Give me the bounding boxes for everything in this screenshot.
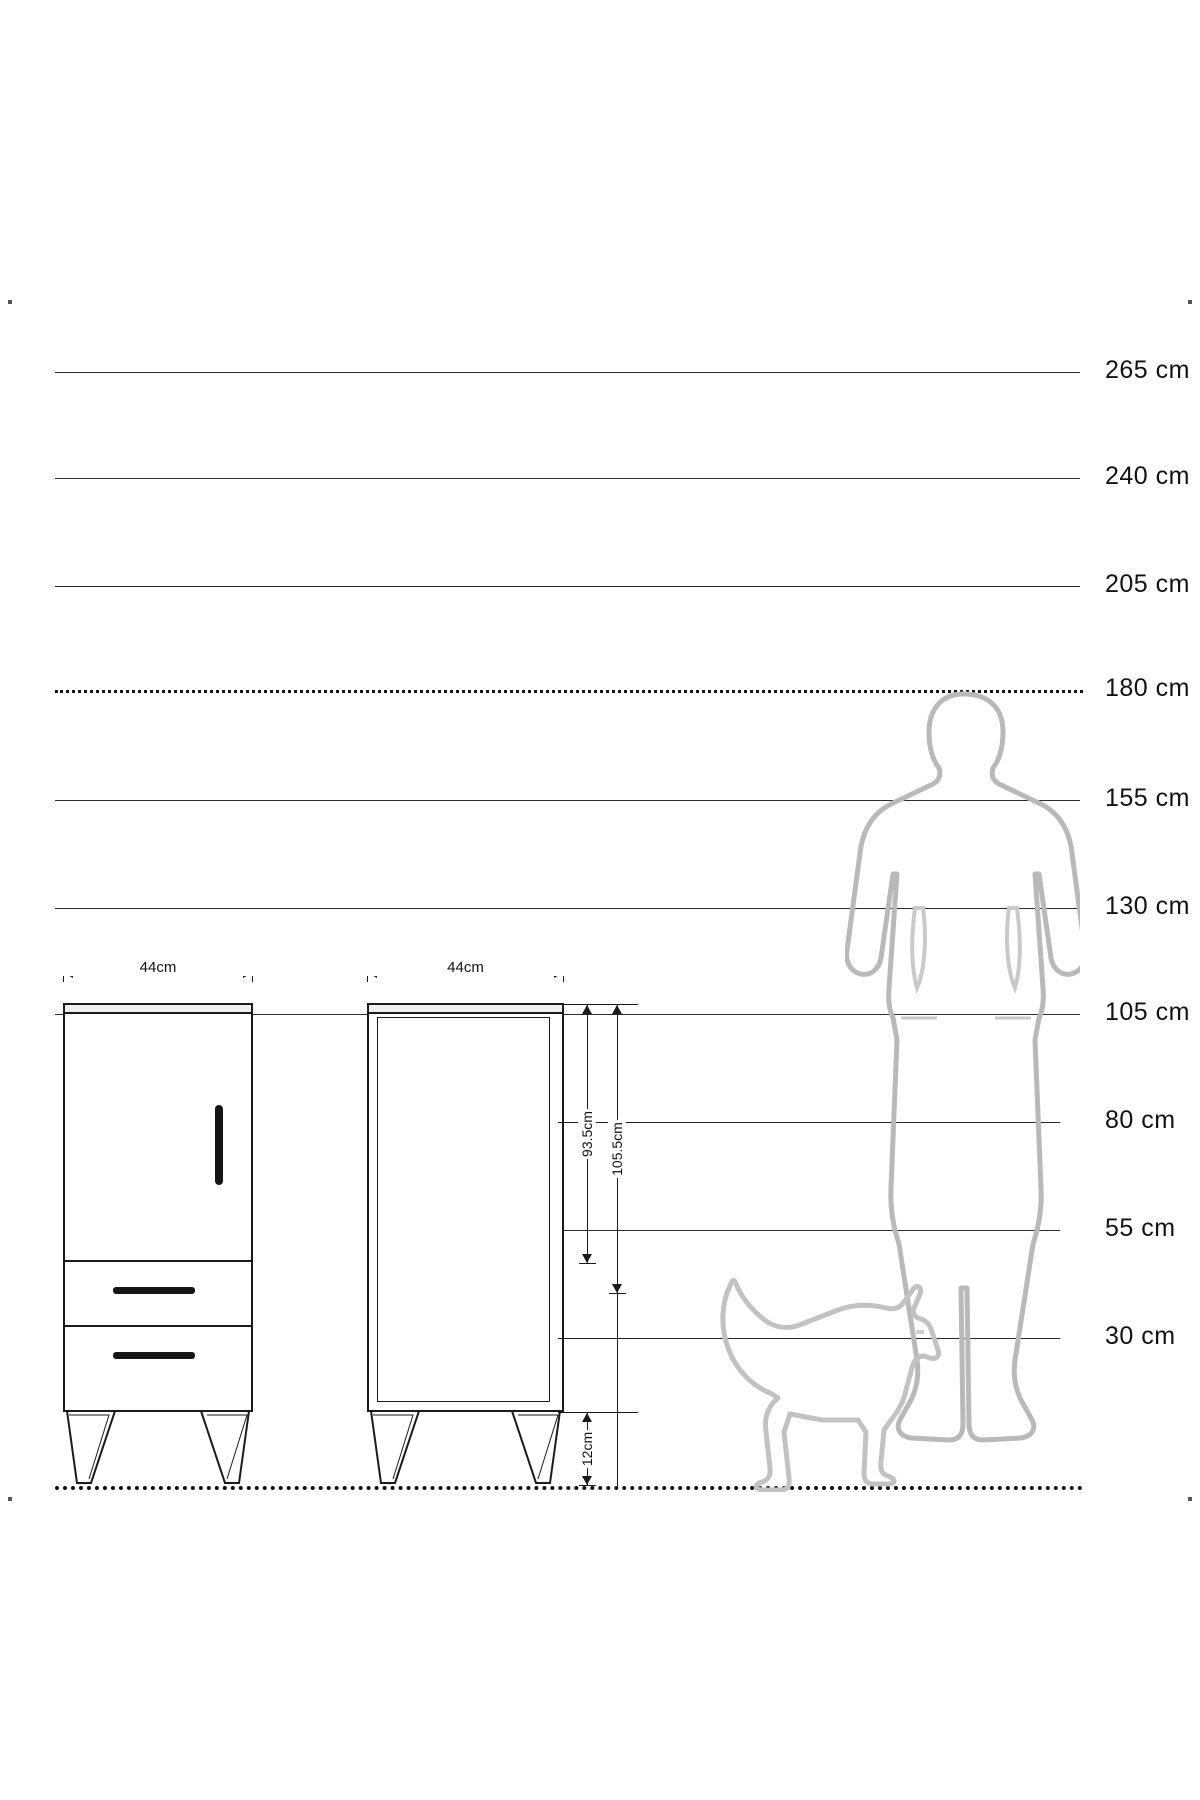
leader-105-5-extension [617,1294,618,1486]
width-label-cabinet-closed: 44cm [63,959,253,976]
leader-base [558,1412,638,1413]
width-dimension-cabinet-open [367,959,564,983]
cabinet-interior-outline [377,1017,550,1402]
cabinet-open [367,1003,564,1412]
scale-label-155: 155 cm [1105,784,1190,812]
scale-row-265 [0,356,1200,384]
dimension-arrow-bottom-icon [612,1284,622,1293]
cabinet-closed-body [63,1003,253,1412]
height-dimension-93-5 [578,1004,596,1264]
dimension-cap-bottom [579,1263,596,1264]
scale-label-240: 240 cm [1105,462,1190,490]
corner-tick-top-right [1188,300,1192,304]
scale-label-55: 55 cm [1105,1214,1176,1242]
cabinet-open-body [367,1003,564,1412]
dimension-arrow-top-icon [612,1005,622,1014]
height-dimension-105-5 [608,1004,626,1294]
height-label-93-5: 93.5cm [579,1111,595,1157]
width-label-cabinet-open: 44cm [367,959,564,976]
drawer-divider-lower [65,1325,251,1327]
scale-row-205 [0,570,1200,598]
corner-tick-top-left [8,300,12,304]
leader-top [558,1004,638,1005]
height-label-105-5: 105.5cm [609,1122,625,1176]
scale-label-265: 265 cm [1105,356,1190,384]
corner-tick-bottom-right [1188,1497,1192,1501]
cabinet-closed [63,1003,253,1412]
scale-line-240 [55,478,1080,479]
scale-line-265 [55,372,1080,373]
door-handle[interactable] [215,1105,223,1185]
scale-label-205: 205 cm [1105,570,1190,598]
height-label-12: 12cm [579,1431,595,1467]
dimension-arrow-top-icon [582,1413,592,1422]
scale-label-105: 105 cm [1105,998,1190,1026]
leader-mid-upper [558,1122,638,1123]
cabinet-top-panel [65,1005,251,1014]
lower-drawer-handle[interactable] [113,1352,195,1359]
scale-label-180: 180 cm [1105,674,1190,702]
dimension-cap-bottom [579,1485,596,1486]
scale-line-205 [55,586,1080,587]
cabinet-top-panel [369,1005,562,1014]
cat-silhouette [718,1272,948,1492]
scale-row-240 [0,462,1200,490]
height-dimension-12 [578,1412,596,1486]
width-dimension-cabinet-closed [63,959,253,983]
upper-drawer-handle[interactable] [113,1287,195,1294]
dimension-arrow-top-icon [582,1005,592,1014]
dimension-arrow-bottom-icon [582,1476,592,1485]
scale-label-30: 30 cm [1105,1322,1176,1350]
scale-label-130: 130 cm [1105,892,1190,920]
corner-tick-bottom-left [8,1497,12,1501]
scale-label-80: 80 cm [1105,1106,1176,1134]
dimension-arrow-bottom-icon [582,1254,592,1263]
leader-mid-lower [558,1338,638,1339]
drawer-divider-upper [65,1260,251,1262]
